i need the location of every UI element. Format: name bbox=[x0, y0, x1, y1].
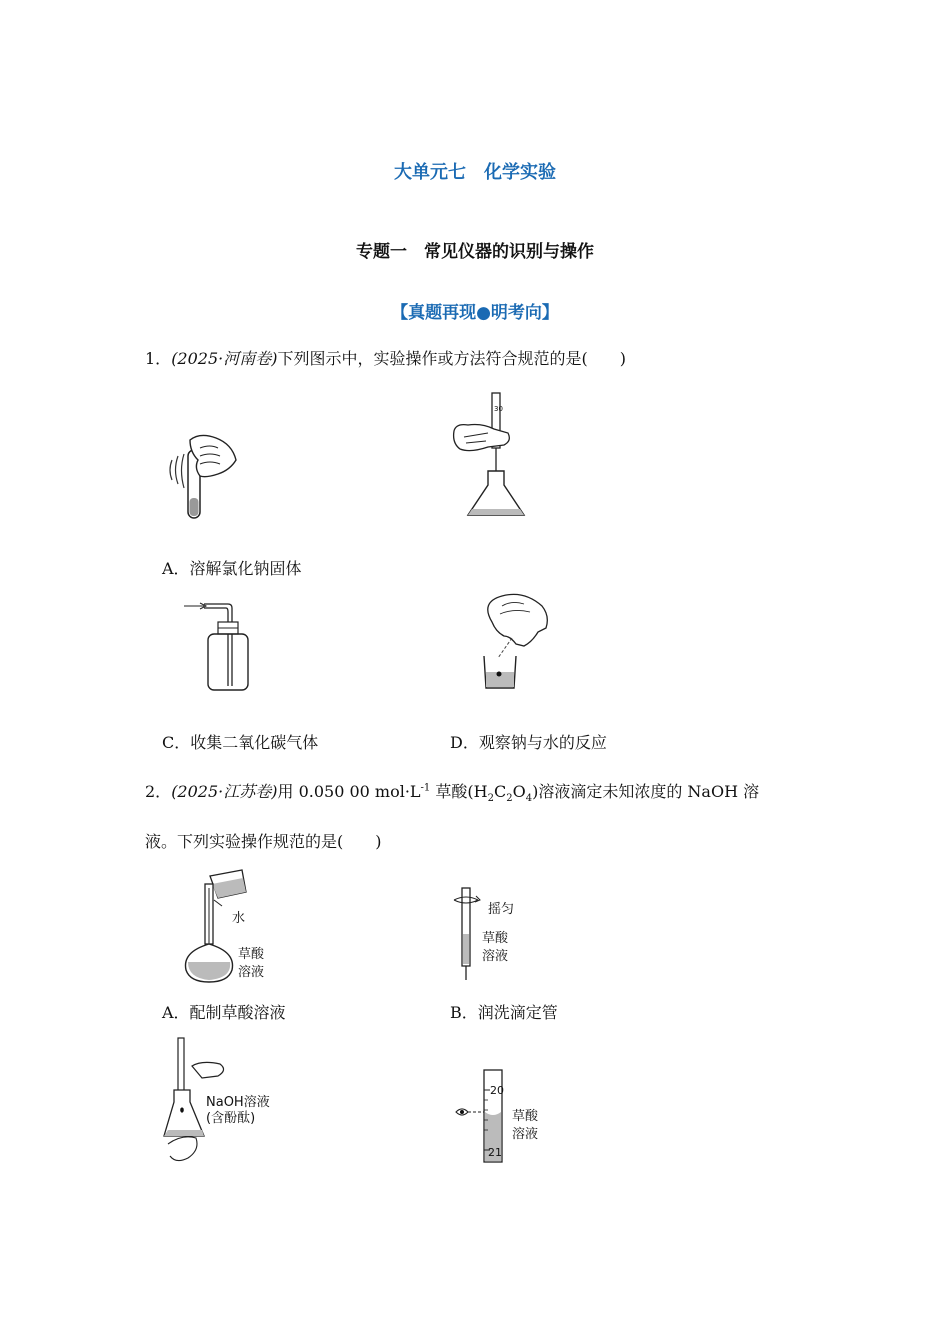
question-1-stem bbox=[145, 346, 626, 369]
naoh-label-line2: (含酚酞) bbox=[206, 1111, 256, 1126]
question-number: 1． bbox=[145, 349, 172, 368]
q2-option-b: B．润洗滴定管 bbox=[450, 1003, 558, 1022]
stem-subscript: 4 bbox=[525, 793, 533, 805]
figure-rinse-burette bbox=[452, 886, 532, 982]
stem-superscript: -1 bbox=[420, 782, 431, 794]
stem-text: C bbox=[493, 782, 507, 801]
oxalic-label-line2: 溶液 bbox=[482, 949, 509, 964]
question-2-stem-line1 bbox=[145, 779, 759, 804]
tick-20: 20 bbox=[490, 1084, 504, 1097]
question-source: (2025·江苏卷) bbox=[171, 782, 278, 801]
stem-subscript: 2 bbox=[487, 793, 494, 805]
figure-burette-reading bbox=[450, 1064, 550, 1164]
figure-observe-beaker bbox=[472, 592, 562, 692]
topic-title: 专题一 常见仪器的识别与操作 bbox=[356, 242, 594, 262]
water-label: 水 bbox=[232, 911, 246, 926]
oxalic-label-line1: 草酸 bbox=[482, 931, 509, 946]
q2-option-a: A．配制草酸溶液 bbox=[162, 1003, 286, 1022]
figure-gas-collection-bottle bbox=[180, 596, 250, 696]
figure-conical-flask-titration bbox=[162, 1038, 282, 1166]
oxalic-label-line1: 草酸 bbox=[512, 1109, 539, 1124]
figure-titration-burette bbox=[448, 393, 528, 523]
stem-text: 用 0.050 00 mol·L bbox=[277, 782, 421, 801]
figure-volumetric-flask bbox=[180, 866, 290, 984]
stem-text: 草酸(H bbox=[430, 782, 488, 801]
q1-option-a: A．溶解氯化钠固体 bbox=[162, 559, 302, 578]
oxalic-label-line1: 草酸 bbox=[238, 947, 265, 962]
naoh-label-line1: NaOH溶液 bbox=[206, 1095, 270, 1110]
q1-option-d: D．观察钠与水的反应 bbox=[450, 733, 607, 752]
unit-title: 大单元七 化学实验 bbox=[394, 162, 556, 183]
stem-text: O bbox=[512, 782, 526, 801]
tick-21: 21 bbox=[488, 1146, 502, 1159]
question-source: (2025·河南卷) bbox=[171, 349, 278, 368]
question-number: 2． bbox=[145, 782, 172, 801]
question-text: 下列图示中，实验操作或方法符合规范的是( ) bbox=[277, 349, 626, 368]
q1-option-c: C．收集二氧化碳气体 bbox=[162, 733, 319, 752]
figure-shaking-test-tube bbox=[160, 430, 250, 525]
oxalic-label-line2: 溶液 bbox=[512, 1127, 539, 1142]
shake-label: 摇匀 bbox=[488, 902, 515, 917]
burette-mark: 30 bbox=[494, 405, 503, 413]
question-2-stem-line2: 液。下列实验操作规范的是( ) bbox=[145, 832, 382, 851]
section-title: 【真题再现●明考向】 bbox=[391, 303, 559, 323]
stem-text: )溶液滴定未知浓度的 NaOH 溶 bbox=[532, 782, 760, 801]
stem-subscript: 2 bbox=[506, 793, 513, 805]
oxalic-label-line2: 溶液 bbox=[238, 965, 265, 980]
